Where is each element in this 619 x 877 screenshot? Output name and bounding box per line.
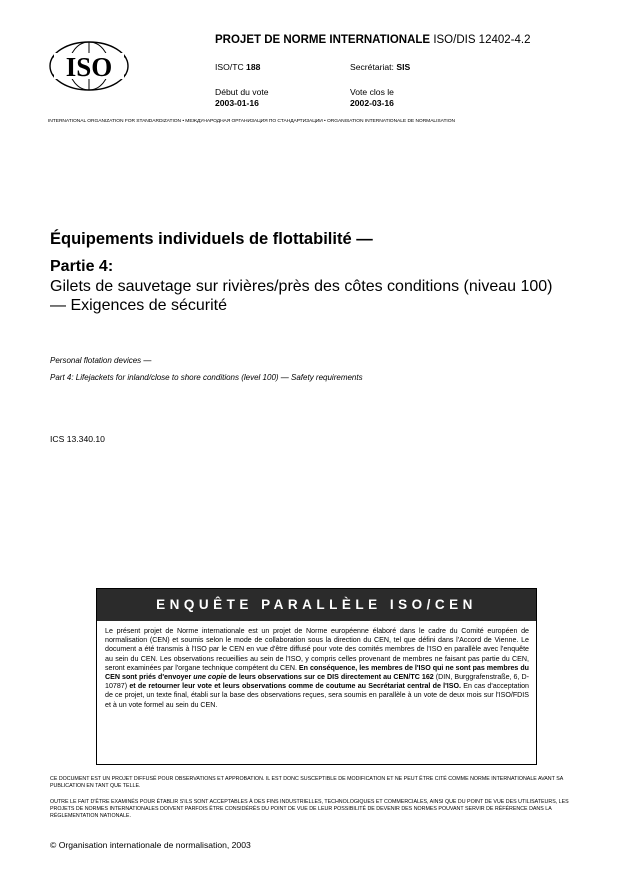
enquiry-bold-1: En conséquence, les membres de l'ISO qui ne sont pas membres du CEN sont priés d'envoyer (105, 663, 529, 682)
secretariat-label: Secrétariat: (350, 62, 394, 72)
secretariat (350, 62, 410, 73)
enquiry-text-3: En cas d'acceptation de ce projet, un texte final, établi sur la base des observations reçues, sera soumis en parallèle à un vote de deux mois sur l'ISO/FDIS et à un vote formel au sein du CEN. (105, 682, 530, 709)
document-reference: ISO/DIS 12402-4.2 (433, 34, 531, 46)
subtitle: Gilets de sauvetage sur rivières/près des côtes conditions (niveau 100) — Exigences de sécurité (50, 278, 553, 314)
vote-start-value: 2003-01-16 (215, 98, 259, 108)
technical-committee (215, 62, 260, 73)
enquiry-text-2: (DIN, Burggrafenstraße, 6, D-10787) (105, 673, 529, 691)
parallel-enquiry-text (105, 627, 529, 710)
parallel-enquiry-box (96, 588, 537, 765)
secretariat-value: SIS (396, 62, 411, 72)
tc-label: ISO/TC (215, 62, 244, 72)
tc-value: 188 (246, 62, 261, 72)
vote-end-value: 2002-03-16 (350, 98, 394, 108)
iso-logo (48, 40, 130, 92)
iso-logo-text: ISO (65, 52, 113, 82)
ics-code: ICS 13.340.10 (50, 434, 105, 444)
english-title-line2: Part 4: Lifejackets for inland/close to shore conditions (level 100) — Safety requirements (50, 373, 363, 382)
reference-disclaimer: OUTRE LE FAIT D'ÊTRE EXAMINÉS POUR ÉTABLIR S'ILS SONT ACCEPTABLES À DES FINS INDUSTRIELLES, TECHNOLOGIQUES ET COMMERCIALES, AINSI QUE DU POINT DE VUE DES UTILISATEURS, LES PROJETS DE NORMES INTERNATIONALES DOIVENT PARFOIS ÊTRE CONSIDÉRÉS DU POINT DE VUE DE LEUR POSSIBILITÉ DE DEVENIR DES NORMES POUVANT SERVIR DE RÉFÉRENCE DANS LA RÉGLEMENTATION NATIONALE. (50, 799, 569, 819)
main-title: Équipements individuels de flottabilité — (50, 230, 373, 248)
vote-start-label: Début du vote (215, 87, 269, 97)
enquiry-italic-1: une copie (193, 673, 227, 682)
vote-end (350, 87, 394, 109)
vote-start (215, 87, 269, 109)
copyright-notice: © Organisation internationale de normalisation, 2003 (50, 840, 251, 850)
draft-disclaimer: CE DOCUMENT EST UN PROJET DIFFUSÉ POUR OBSERVATIONS ET APPROBATION. IL EST DONC SUSCEPTIBLE DE MODIFICATION ET NE PEUT ÊTRE CITÉ COMME NORME INTERNATIONALE AVANT SA PUBLICATION EN TANT QUE TELLE. (50, 776, 563, 789)
document-type-header (215, 34, 530, 46)
document-type: PROJET DE NORME INTERNATIONALE (215, 34, 431, 46)
enquiry-bold-2: de leurs observations sur ce DIS directement au CEN/TC 162 (226, 673, 434, 682)
enquiry-bold-3: et de retourner leur vote et leurs observations comme de coutume au Secrétariat central de l'ISO. (129, 682, 461, 691)
english-title-line1: Personal flotation devices — (50, 356, 152, 365)
organization-names: INTERNATIONAL ORGANIZATION FOR STANDARDIZATION • МЕЖДУНАРОДНАЯ ОРГАНИЗАЦИЯ ПО СТАНДАРТИЗАЦИИ • ORGANISATION INTERNATIONALE DE NORMALISATION (48, 119, 455, 124)
vote-end-label: Vote clos le (350, 87, 394, 97)
parallel-enquiry-heading: ENQUÊTE PARALLÈLE ISO/CEN (97, 589, 536, 621)
part-title: Partie 4: (50, 258, 114, 275)
enquiry-text-1: Le présent projet de Norme internationale est un projet de Norme européenne élaboré dans le cadre du Comité européen de normalisation (CEN) et soumis selon le mode de collaboration sous la direction du CEN, tel que défini dans l'Accord de Vienne. Le document a été transmis à l'ISO par le CEN en vue d'être diffusé pour vote des comités membres de l'ISO en parallèle avec l'enquête au sein du CEN. Les observations recueillies au sein de l'ISO, y compris celles provenant de membres ne faisant pas partie du CEN, seront examinées par l'organe technique compétent du CEN. (105, 627, 529, 672)
